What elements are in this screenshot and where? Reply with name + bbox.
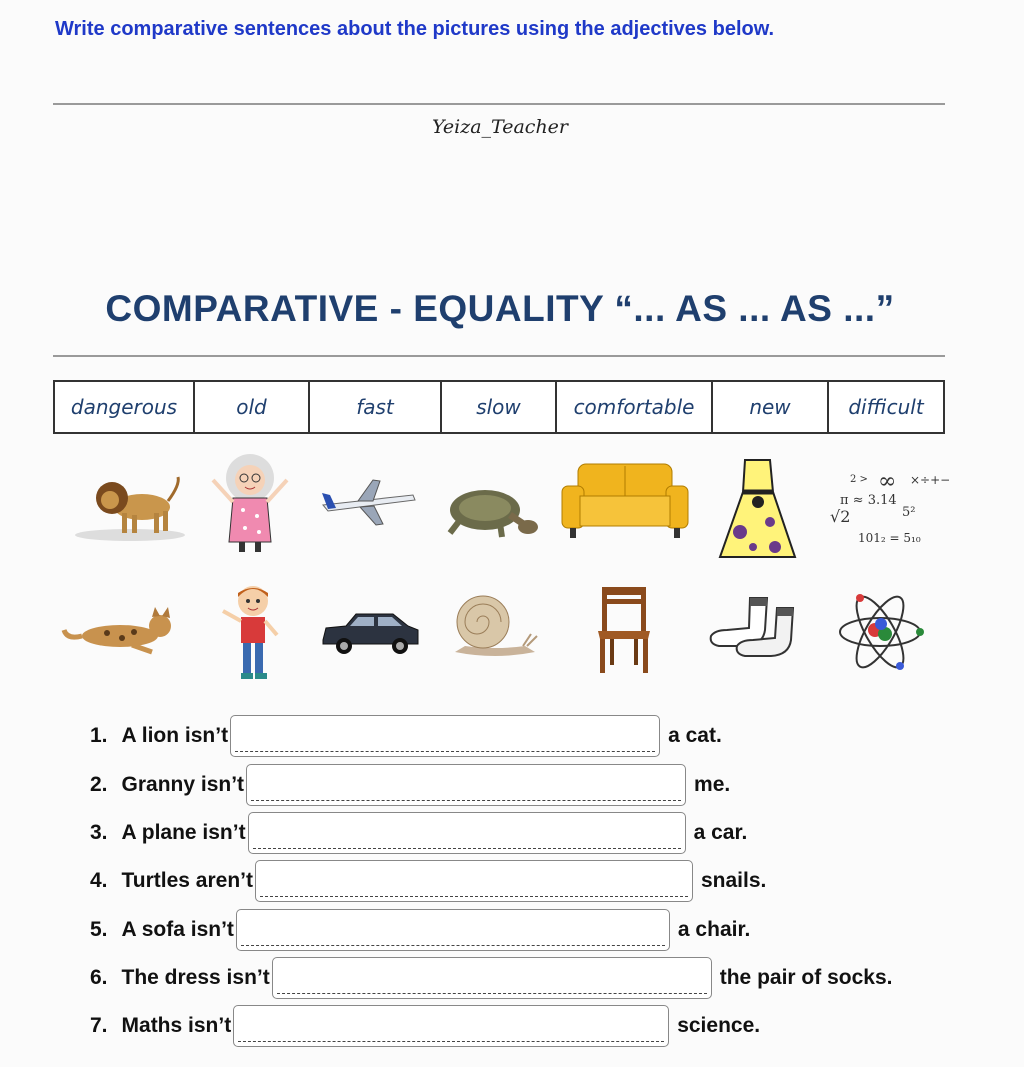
- sentence-number: 3.: [90, 821, 108, 844]
- sentence-start: Turtles aren’t: [121, 869, 253, 892]
- adjective: dangerous: [55, 382, 195, 432]
- sentence-4: [90, 859, 766, 903]
- sentence-end: me.: [694, 773, 731, 796]
- sentence-6: [90, 956, 892, 1000]
- sentence-2: [90, 763, 730, 807]
- answer-input[interactable]: [272, 957, 712, 999]
- answer-input[interactable]: [236, 909, 670, 951]
- sentence-start: Granny isn’t: [121, 773, 245, 796]
- divider: [53, 103, 945, 105]
- instruction: Write comparative sentences about the pictures using the adjectives below.: [55, 18, 775, 40]
- adjective-box: [53, 380, 945, 434]
- sentence-end: a chair.: [677, 918, 751, 941]
- maths-text: π ≈ 3.14: [840, 493, 897, 508]
- boy-image: [215, 583, 290, 683]
- maths-text: 2 >: [850, 474, 868, 485]
- answer-input[interactable]: [248, 812, 686, 854]
- sofa-image: [560, 460, 690, 542]
- sentence-number: 5.: [90, 918, 108, 941]
- answer-input[interactable]: [255, 860, 693, 902]
- snail-image: [445, 590, 540, 665]
- sentence-3: [90, 811, 747, 855]
- answer-input[interactable]: [230, 715, 660, 757]
- maths-image: [820, 469, 951, 550]
- sentence-end: snails.: [701, 869, 767, 892]
- car-image: [318, 608, 423, 658]
- adjective: old: [195, 382, 310, 432]
- granny-image: [205, 450, 295, 555]
- sentence-5: [90, 908, 750, 952]
- sentence-start: A lion isn’t: [121, 724, 229, 747]
- adjective: difficult: [848, 395, 924, 419]
- sentence-start: A plane isn’t: [121, 821, 246, 844]
- adjective: fast: [310, 382, 442, 432]
- sentence-number: 6.: [90, 966, 108, 989]
- svg-text:∞: ∞: [878, 469, 897, 494]
- dress-image: [715, 452, 800, 572]
- answer-input[interactable]: [233, 1005, 669, 1047]
- sentence-number: 1.: [90, 724, 108, 747]
- adjective: comfortable: [557, 382, 713, 432]
- sentence-end: a car.: [693, 821, 748, 844]
- answer-input[interactable]: [246, 764, 686, 806]
- chair-image: [592, 585, 657, 675]
- science-image: [835, 592, 925, 672]
- sentence-number: 7.: [90, 1014, 108, 1037]
- sentence-start: Maths isn’t: [121, 1014, 232, 1037]
- divider: [53, 355, 945, 357]
- sentence-start: A sofa isn’t: [121, 918, 234, 941]
- adjective: slow: [442, 382, 557, 432]
- sentence-number: 4.: [90, 869, 108, 892]
- socks-image: [705, 590, 810, 670]
- sentence-start: The dress isn’t: [121, 966, 270, 989]
- sentence-number: 2.: [90, 773, 108, 796]
- sentence-end: a cat.: [668, 724, 722, 747]
- sentence-end: science.: [677, 1014, 761, 1037]
- maths-text: 101₂ = 5₁₀: [858, 531, 921, 545]
- adjective: new: [713, 382, 829, 432]
- sentence-1: [90, 714, 722, 758]
- sentence-end: the pair of socks.: [719, 966, 893, 989]
- svg-text:×÷+−: ×÷+−: [910, 473, 951, 487]
- plane-image: [318, 475, 418, 530]
- lion-image: [70, 465, 190, 545]
- sentence-7: [90, 1004, 760, 1048]
- turtle-image: [440, 465, 540, 545]
- cat-image: [62, 600, 182, 660]
- author: Yeiza_Teacher: [431, 116, 569, 138]
- maths-text: √2: [830, 507, 851, 526]
- maths-text: 5²: [902, 505, 916, 520]
- page-title: COMPARATIVE - EQUALITY “... AS ... AS ...”: [105, 288, 895, 329]
